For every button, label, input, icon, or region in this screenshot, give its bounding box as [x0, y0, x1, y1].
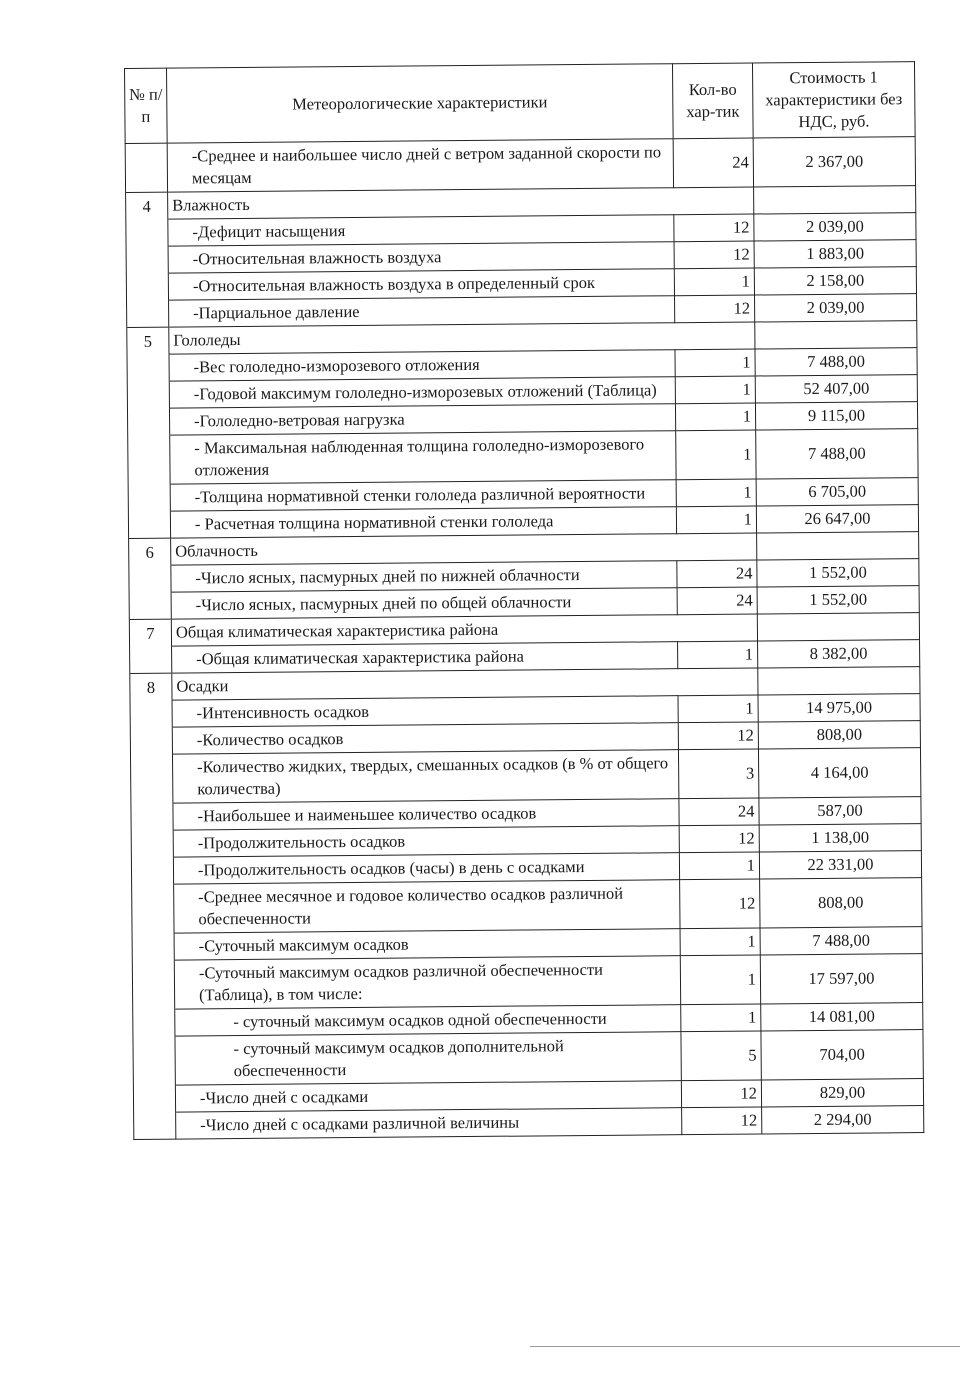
group-num: 8	[130, 673, 172, 700]
row-num	[131, 803, 173, 830]
row-name: - суточный максимум осадков одной обеспеченности	[175, 1005, 681, 1036]
table-row	[133, 1030, 923, 1086]
row-cost: 8 382,00	[758, 640, 920, 668]
group-gap	[757, 613, 919, 641]
group-num: 7	[129, 619, 171, 646]
row-qty: 1	[675, 403, 755, 431]
row-name: -Парциальное давление	[169, 296, 675, 327]
row-cost: 7 488,00	[760, 927, 922, 955]
row-num	[132, 884, 174, 933]
table-row	[125, 137, 915, 193]
row-num	[128, 511, 170, 538]
row-name: -Продолжительность осадков (часы) в день с осадками	[173, 853, 679, 884]
row-name: -Интенсивность осадков	[172, 696, 678, 727]
group-gap	[754, 186, 916, 214]
row-cost: 587,00	[759, 797, 921, 825]
group-title: Облачность	[171, 533, 757, 565]
row-cost: 829,00	[761, 1079, 923, 1107]
row-cost: 22 331,00	[759, 851, 921, 879]
row-name: -Наибольшее и наименьшее количество осадков	[173, 799, 679, 830]
row-cost: 26 647,00	[756, 505, 918, 533]
group-gap	[755, 321, 917, 349]
row-num	[128, 435, 170, 484]
row-name: -Число ясных, пасмурных дней по общей облачности	[171, 588, 677, 619]
meteo-price-table	[124, 61, 924, 1140]
row-name: -Относительная влажность воздуха в определенный срок	[168, 269, 674, 300]
row-qty: 12	[682, 1107, 762, 1135]
row-cost: 1 552,00	[757, 559, 919, 587]
row-qty: 12	[675, 295, 755, 323]
row-num	[125, 143, 167, 192]
row-name: -Толщина нормативной стенки гололеда различной вероятности	[170, 480, 676, 511]
row-cost: 17 597,00	[760, 954, 922, 1004]
row-cost: 2 294,00	[762, 1106, 924, 1134]
row-qty: 1	[681, 1004, 761, 1032]
row-qty: 12	[679, 825, 759, 853]
row-cost: 2 367,00	[753, 137, 915, 187]
row-num	[131, 830, 173, 857]
row-name: -Количество жидких, твердых, смешанных осадков (в % от общего количества)	[172, 750, 678, 803]
row-cost: 808,00	[758, 721, 920, 749]
group-num: 6	[129, 538, 171, 565]
row-qty: 12	[681, 1080, 761, 1108]
row-qty: 1	[674, 268, 754, 296]
row-num	[133, 1085, 175, 1112]
row-num	[127, 354, 169, 381]
row-name: -Среднее и наибольшее число дней с ветром заданной скорости по месяцам	[167, 139, 673, 192]
table-row	[132, 878, 922, 934]
table-row	[134, 1106, 924, 1140]
row-qty: 24	[677, 560, 757, 588]
row-cost: 7 488,00	[756, 429, 918, 479]
row-cost: 1 138,00	[759, 824, 921, 852]
row-cost: 14 081,00	[761, 1003, 923, 1031]
row-num	[128, 484, 170, 511]
row-num	[130, 646, 172, 673]
row-num	[133, 1009, 175, 1036]
document-page	[124, 61, 933, 1140]
row-name: -Количество осадков	[172, 723, 678, 754]
row-qty: 1	[679, 852, 759, 880]
header-qty: Кол-во хар-тик	[672, 63, 753, 139]
row-name: -Число дней с осадками различной величины	[176, 1108, 682, 1139]
row-cost: 2 039,00	[755, 294, 917, 322]
group-title: Влажность	[168, 187, 754, 219]
row-cost: 14 975,00	[758, 694, 920, 722]
row-name: -Число дней с осадками	[175, 1081, 681, 1112]
row-name: -Среднее месячное и годовое количество осадков различной обеспеченности	[174, 880, 680, 933]
row-num	[132, 960, 174, 1009]
table-row	[130, 748, 920, 804]
row-num	[127, 381, 169, 408]
row-num	[129, 592, 171, 619]
row-cost: 52 407,00	[755, 375, 917, 403]
row-num	[127, 408, 169, 435]
row-name: -Суточный максимум осадков	[174, 929, 680, 960]
row-name: - Расчетная толщина нормативной стенки гололеда	[170, 507, 676, 538]
group-gap	[757, 532, 919, 560]
row-num	[126, 273, 168, 300]
row-qty: 1	[680, 928, 760, 956]
row-qty: 1	[675, 376, 755, 404]
row-num	[130, 754, 172, 803]
row-cost: 704,00	[761, 1030, 923, 1080]
row-cost: 9 115,00	[755, 402, 917, 430]
row-qty: 1	[678, 641, 758, 669]
header-name: Метеорологические характеристики	[167, 64, 674, 143]
row-qty: 1	[678, 695, 758, 723]
row-name: -Дефицит насыщения	[168, 215, 674, 246]
row-num	[127, 300, 169, 327]
row-num	[126, 246, 168, 273]
group-title: Гололеды	[169, 322, 755, 354]
row-name: -Вес гололедно-изморозевого отложения	[169, 350, 675, 381]
row-num	[130, 700, 172, 727]
table-header	[125, 62, 916, 144]
row-qty: 12	[674, 241, 754, 269]
group-gap	[758, 667, 920, 695]
row-qty: 1	[675, 349, 755, 377]
row-qty: 1	[680, 955, 760, 1005]
group-num: 4	[126, 192, 168, 219]
row-qty: 5	[681, 1031, 761, 1081]
row-qty: 24	[677, 587, 757, 615]
row-num	[133, 1036, 175, 1085]
row-cost: 2 039,00	[754, 213, 916, 241]
row-name: -Число ясных, пасмурных дней по нижней облачности	[171, 561, 677, 592]
header-cost: Стоимость 1 характеристики без НДС, руб.	[752, 62, 915, 138]
row-cost: 808,00	[760, 878, 922, 928]
row-num	[126, 219, 168, 246]
row-qty: 24	[679, 798, 759, 826]
row-qty: 12	[680, 879, 760, 929]
row-name: -Общая климатическая характеристика района	[172, 642, 678, 673]
row-num	[132, 933, 174, 960]
row-cost: 6 705,00	[756, 478, 918, 506]
row-name: -Продолжительность осадков	[173, 826, 679, 857]
row-num	[134, 1112, 176, 1139]
row-qty: 1	[676, 479, 756, 507]
row-qty: 1	[676, 430, 756, 480]
row-num	[130, 727, 172, 754]
row-num	[129, 565, 171, 592]
row-qty: 12	[678, 722, 758, 750]
group-title: Общая климатическая характеристика района	[171, 614, 757, 646]
row-cost: 2 158,00	[754, 267, 916, 295]
row-name: -Годовой максимум гололедно-изморозевых отложений (Таблица)	[169, 377, 675, 408]
row-cost: 4 164,00	[758, 748, 920, 798]
row-qty: 3	[678, 749, 758, 799]
table-row	[132, 954, 922, 1010]
row-cost: 1 883,00	[754, 240, 916, 268]
table-row	[128, 429, 918, 485]
row-num	[131, 857, 173, 884]
row-name: - суточный максимум осадков дополнительной обеспеченности	[175, 1032, 681, 1085]
row-name: -Суточный максимум осадков различной обеспеченности (Таблица), в том числе:	[174, 956, 680, 1009]
row-qty: 24	[673, 138, 753, 188]
group-title: Осадки	[172, 668, 758, 700]
row-cost: 7 488,00	[755, 348, 917, 376]
row-qty: 12	[674, 214, 754, 242]
row-name: -Гололедно-ветровая нагрузка	[169, 404, 675, 435]
header-num: № п/п	[125, 68, 168, 143]
row-name: -Относительная влажность воздуха	[168, 242, 674, 273]
row-name: - Максимальная наблюденная толщина гололедно-изморозевого отложения	[170, 431, 676, 484]
row-qty: 1	[676, 506, 756, 534]
group-num: 5	[127, 327, 169, 354]
footer-divider	[530, 1346, 960, 1347]
row-cost: 1 552,00	[757, 586, 919, 614]
